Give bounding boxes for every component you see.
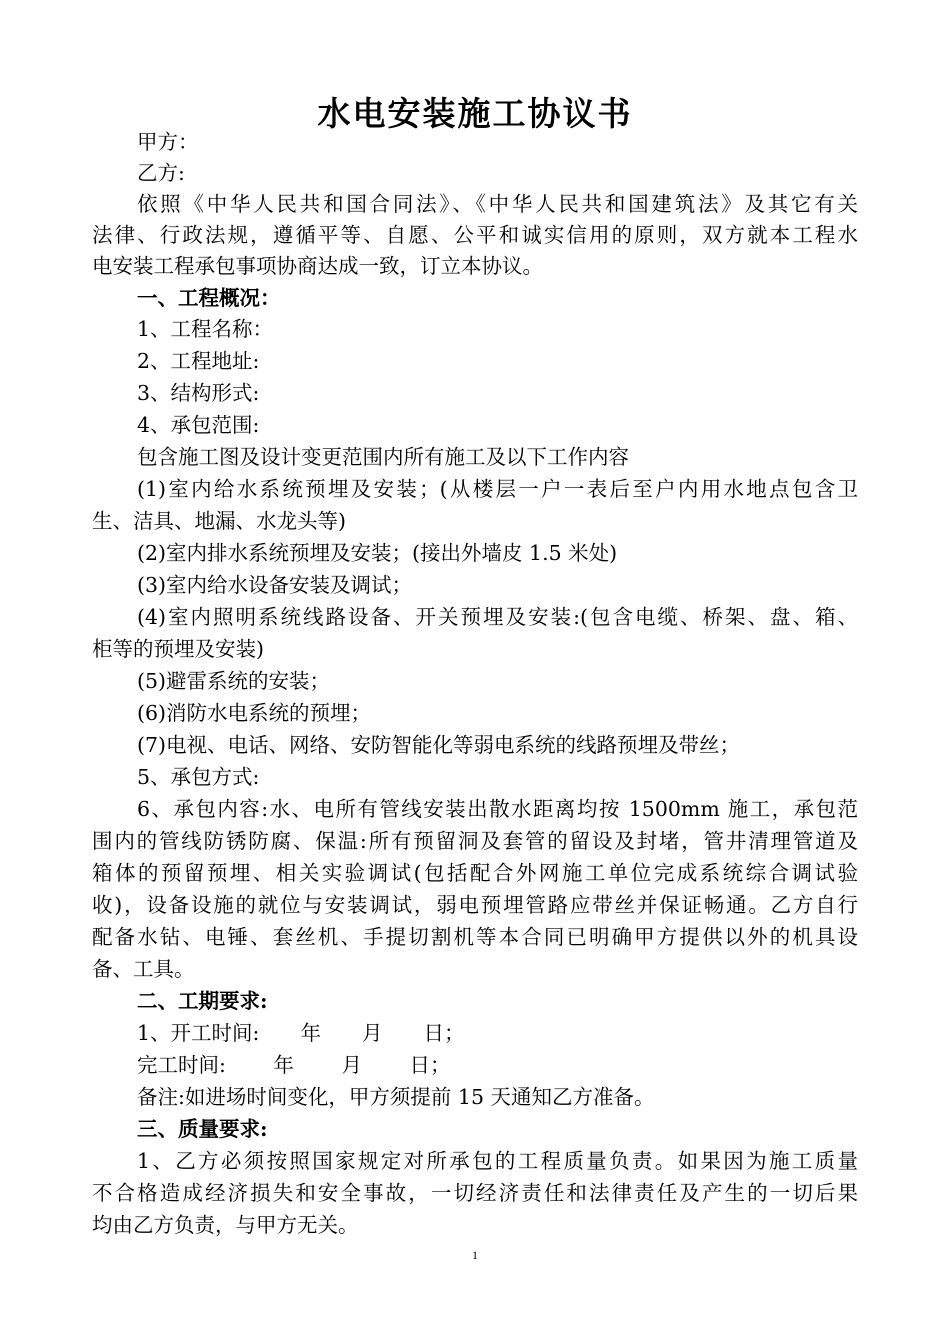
scope-item-7: (7)电视、电话、网络、安防智能化等弱电系统的线路预埋及带丝； [137, 733, 741, 757]
scope-item-1-line-1: (1)室内给水系统预埋及安装；(从楼层一户一表后至户内用水地点包含卫 [137, 477, 858, 501]
end-date-line: 完工时间: 年 月 日； [137, 1053, 451, 1077]
contract-content-line-6: 备、工具。 [92, 957, 195, 981]
scope-item-5: (5)避雷系统的安装； [137, 669, 331, 693]
preamble-line-3: 电安装工程承包事项协商达成一致，订立本协议。 [92, 254, 543, 278]
section-heading-schedule: 二、工期要求: [137, 989, 268, 1013]
list-item: 2、工程地址: [137, 349, 260, 373]
list-item: 3、结构形式: [137, 381, 260, 405]
section-heading-quality: 三、质量要求: [137, 1117, 268, 1141]
contract-content-line-1: 6、承包内容:水、电所有管线安装出散水距离均按 1500mm 施工，承包范 [137, 797, 858, 821]
contract-content-line-2: 围内的管线防锈防腐、保温:所有预留洞及套管的留设及封堵，管井清理管道及 [92, 829, 858, 853]
start-date-line: 1、开工时间: 年 月 日； [137, 1021, 465, 1045]
scope-intro-line: 包含施工图及设计变更范围内所有施工及以下工作内容 [137, 445, 629, 469]
quality-line-2: 不合格造成经济损失和安全事故，一切经济责任和法律责任及产生的一切后果 [92, 1181, 858, 1205]
contract-content-line-3: 箱体的预留预埋、相关实验调试(包括配合外网施工单位完成系统综合调试验 [92, 861, 858, 885]
quality-line-3: 均由乙方负责，与甲方无关。 [92, 1213, 359, 1237]
preamble-line-2: 法律、行政法规，遵循平等、自愿、公平和诚实信用的原则，双方就本工程水 [92, 223, 858, 247]
schedule-note: 备注:如进场时间变化，甲方须提前 15 天通知乙方准备。 [137, 1085, 655, 1109]
scope-item-4-line-2: 柜等的预埋及安装) [92, 637, 264, 661]
scope-item-1-line-2: 生、洁具、地漏、水龙头等) [92, 509, 346, 533]
preamble-line-1: 依照《中华人民共和国合同法》、《中华人民共和国建筑法》及其它有关 [137, 192, 858, 216]
scope-item-4-line-1: (4)室内照明系统线路设备、开关预埋及安装:(包含电缆、桥架、盘、箱、 [137, 605, 858, 629]
list-item: 4、承包范围: [137, 413, 260, 437]
contract-content-line-5: 配备水钻、电锤、套丝机、手提切割机等本合同已明确甲方提供以外的机具设 [92, 925, 858, 949]
party-a-line: 甲方： [137, 130, 199, 154]
scope-item-2: (2)室内排水系统预埋及安装；(接出外墙皮 1.5 米处) [137, 541, 618, 565]
list-item: 1、工程名称： [137, 317, 274, 341]
document-title: 水电安装施工协议书 [317, 94, 633, 133]
contract-content-line-4: 收)，设备设施的就位与安装调试，弱电预埋管路应带丝并保证畅通。乙方自行 [92, 893, 858, 917]
page-number: 1 [472, 1248, 478, 1262]
list-item: 5、承包方式: [137, 765, 260, 789]
quality-line-1: 1、乙方必须按照国家规定对所承包的工程质量负责。如果因为施工质量 [137, 1149, 858, 1173]
scope-item-6: (6)消防水电系统的预埋； [137, 701, 372, 725]
section-heading-overview: 一、工程概况： [137, 286, 281, 310]
scope-item-3: (3)室内给水设备安装及调试； [137, 573, 413, 597]
party-b-line: 乙方: [137, 161, 185, 185]
